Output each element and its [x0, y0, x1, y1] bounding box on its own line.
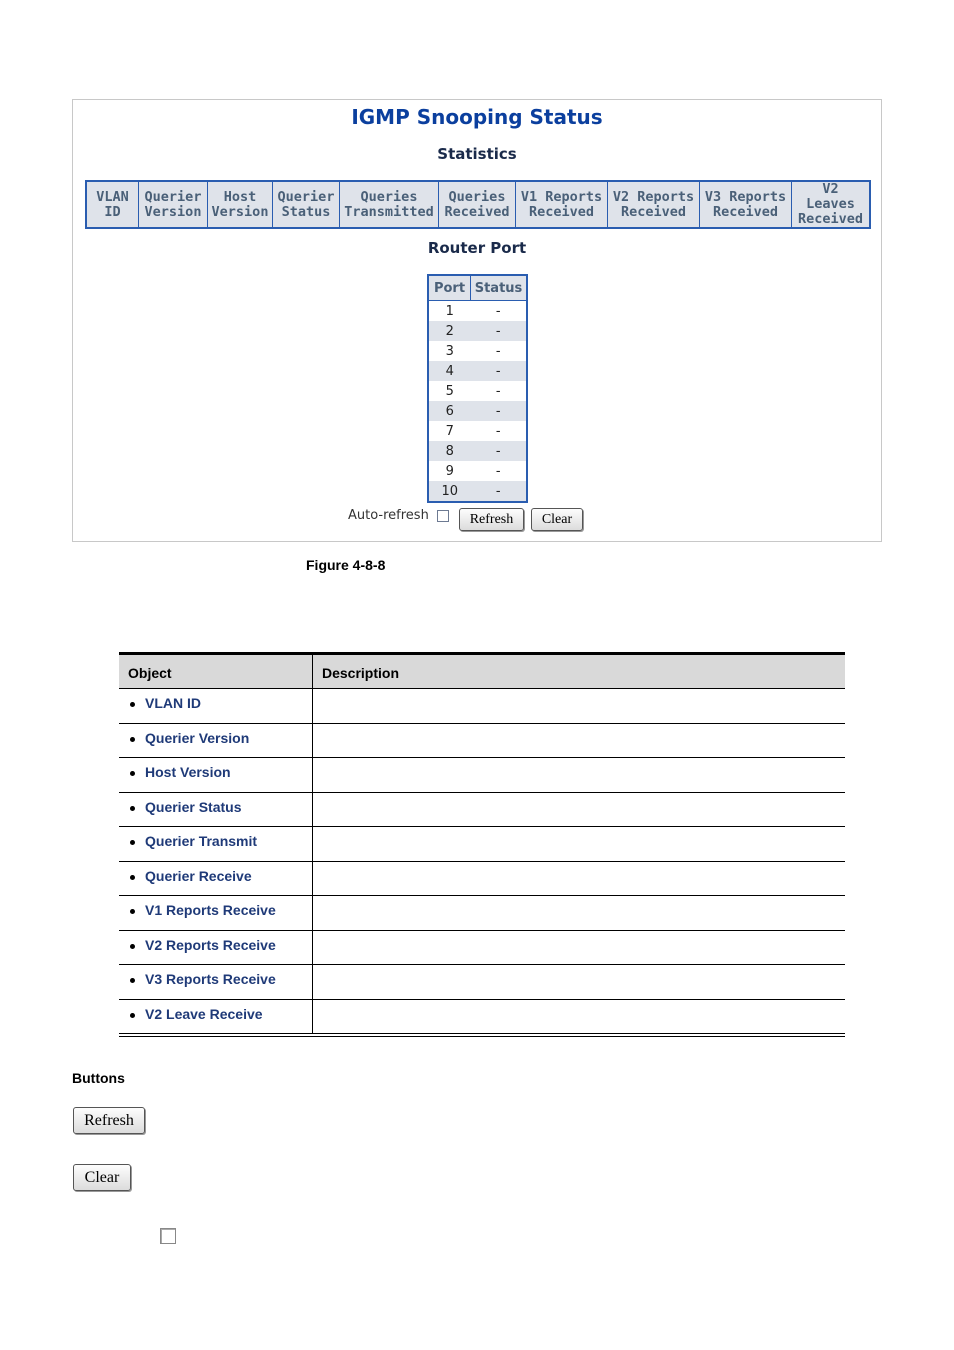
table-row: [119, 793, 845, 828]
figure-caption: Figure 4-8-8: [306, 557, 386, 573]
status-cell: -: [471, 441, 528, 461]
clear-button-sample[interactable]: Clear: [73, 1164, 131, 1191]
table-row: [119, 758, 845, 793]
table-bottom-rule: [119, 1036, 845, 1037]
object-name: Querier Transmit: [119, 827, 313, 861]
status-cell: -: [471, 381, 528, 401]
object-name: Host Version: [119, 758, 313, 792]
table-row: [119, 1000, 845, 1035]
status-cell: -: [471, 461, 528, 481]
col-v3-reports-received: V3 Reports Received: [700, 181, 792, 228]
port-cell: 9: [428, 461, 471, 481]
refresh-button[interactable]: Refresh: [459, 508, 524, 531]
object-description: [313, 896, 845, 930]
table-row: [428, 361, 527, 381]
table-row: [119, 965, 845, 1000]
table-row: [428, 481, 527, 502]
status-cell: -: [471, 421, 528, 441]
status-cell: -: [471, 401, 528, 421]
object-description: [313, 758, 845, 792]
port-cell: 3: [428, 341, 471, 361]
object-name: VLAN ID: [119, 689, 313, 723]
buttons-heading: Buttons: [72, 1070, 125, 1086]
col-queries-transmitted: Queries Transmitted: [340, 181, 439, 228]
port-cell: 7: [428, 421, 471, 441]
statistics-heading: Statistics: [437, 145, 517, 163]
object-name: V2 Reports Receive: [119, 931, 313, 965]
table-row: [119, 724, 845, 759]
clear-button[interactable]: Clear: [531, 508, 583, 531]
port-cell: 4: [428, 361, 471, 381]
page-title: IGMP Snooping Status: [351, 105, 603, 129]
object-name: Querier Version: [119, 724, 313, 758]
table-row: [428, 401, 527, 421]
table-row: [428, 421, 527, 441]
col-v2-reports-received: V2 Reports Received: [608, 181, 700, 228]
object-description: [313, 724, 845, 758]
port-cell: 1: [428, 301, 471, 322]
port-cell: 6: [428, 401, 471, 421]
table-row: [428, 441, 527, 461]
object-header: Object: [119, 655, 313, 688]
object-name: V3 Reports Receive: [119, 965, 313, 999]
table-row: [428, 381, 527, 401]
object-name: Querier Receive: [119, 862, 313, 896]
object-name: V2 Leave Receive: [119, 1000, 313, 1034]
table-row: [428, 301, 527, 322]
description-header: Description: [322, 665, 400, 681]
col-querier-status: Querier Status: [273, 181, 340, 228]
object-description: [313, 965, 845, 999]
object-description: [313, 689, 845, 723]
col-vlan-id: VLAN ID: [86, 181, 139, 228]
port-cell: 5: [428, 381, 471, 401]
status-cell: -: [471, 321, 528, 341]
table-row: [428, 341, 527, 361]
object-description-table: [119, 652, 845, 1037]
status-cell: -: [471, 361, 528, 381]
col-port: Port: [428, 275, 471, 301]
object-name: V1 Reports Receive: [119, 896, 313, 930]
col-v1-reports-received: V1 Reports Received: [516, 181, 608, 228]
router-port-header-row: [428, 275, 527, 301]
table-row: [428, 461, 527, 481]
col-status: Status: [471, 275, 528, 301]
status-cell: -: [471, 481, 528, 502]
router-port-heading: Router Port: [427, 239, 527, 257]
table-row: [119, 931, 845, 966]
object-description: [313, 1000, 845, 1034]
table-header-row: [119, 655, 845, 689]
object-description: [313, 827, 845, 861]
table-row: [119, 896, 845, 931]
auto-refresh-checkbox-sample[interactable]: [160, 1228, 176, 1244]
col-queries-received: Queries Received: [439, 181, 516, 228]
table-row: [428, 321, 527, 341]
statistics-header-row: [86, 181, 870, 228]
object-description: [313, 862, 845, 896]
statistics-table: [85, 180, 871, 229]
port-cell: 2: [428, 321, 471, 341]
router-port-table: [427, 274, 528, 503]
table-row: [119, 827, 845, 862]
port-cell: 8: [428, 441, 471, 461]
object-description: [313, 931, 845, 965]
auto-refresh-checkbox[interactable]: [437, 510, 449, 522]
object-name: Querier Status: [119, 793, 313, 827]
port-cell: 10: [428, 481, 471, 502]
status-cell: -: [471, 301, 528, 322]
status-cell: -: [471, 341, 528, 361]
col-querier-version: Querier Version: [139, 181, 208, 228]
col-host-version: Host Version: [208, 181, 273, 228]
col-v2-leaves-received: V2 Leaves Received: [792, 181, 871, 228]
table-row: [119, 689, 845, 724]
refresh-button-sample[interactable]: Refresh: [73, 1107, 145, 1134]
auto-refresh-label: Auto-refresh: [348, 508, 429, 523]
object-description: [313, 793, 845, 827]
table-row: [119, 862, 845, 897]
